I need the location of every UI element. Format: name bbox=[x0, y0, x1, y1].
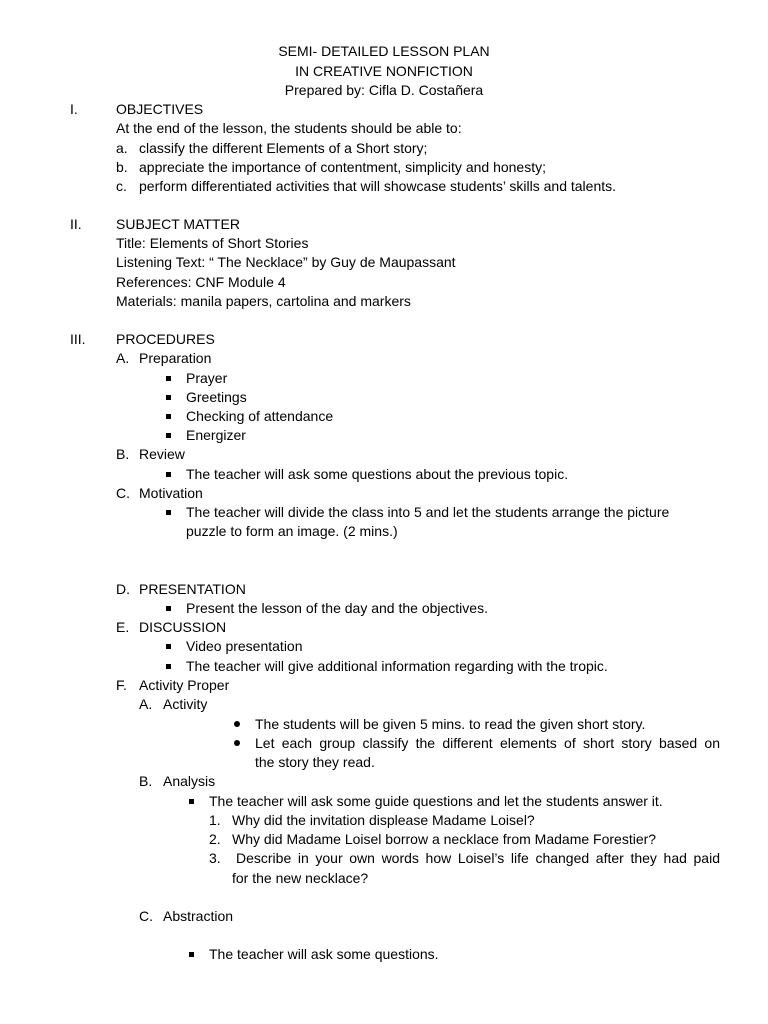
document-subtitle: IN CREATIVE NONFICTION bbox=[295, 63, 473, 79]
objectives-intro: At the end of the lesson, the students should be able to: bbox=[116, 120, 462, 136]
list-item: Checking of attendance bbox=[186, 408, 334, 424]
guide-question: Why did Madame Loisel borrow a necklace from Madame Forestier? bbox=[232, 831, 657, 847]
list-marker: b. bbox=[116, 159, 128, 175]
list-marker: a. bbox=[116, 140, 128, 156]
objective-item: perform differentiated activities that will showcase students’ skills and talents. bbox=[139, 178, 617, 194]
materials: Materials: manila papers, cartolina and markers bbox=[116, 293, 411, 309]
guide-question: Describe in your own words how Loisel’s life changed after they had paid bbox=[236, 850, 720, 866]
document-title: SEMI- DETAILED LESSON PLAN bbox=[278, 43, 490, 59]
procedures-heading: PROCEDURES bbox=[116, 331, 215, 347]
discussion-label: DISCUSSION bbox=[139, 619, 227, 635]
activity-label: Activity bbox=[163, 696, 208, 712]
list-marker: C. bbox=[116, 485, 130, 501]
list-item: Greetings bbox=[186, 389, 247, 405]
list-marker: A. bbox=[139, 696, 153, 712]
list-item: The teacher will ask some questions. bbox=[209, 946, 439, 962]
listening-text: Listening Text: “ The Necklace” by Guy de Maupassant bbox=[116, 254, 456, 270]
guide-question-continuation: for the new necklace? bbox=[232, 870, 369, 886]
objectives-heading: OBJECTIVES bbox=[116, 101, 204, 117]
section-numeral: III. bbox=[70, 331, 86, 347]
list-item: Present the lesson of the day and the objectives. bbox=[186, 600, 488, 616]
abstraction-label: Abstraction bbox=[163, 908, 234, 924]
list-item-continuation: the story they read. bbox=[255, 754, 375, 770]
list-marker: A. bbox=[116, 350, 130, 366]
list-item: Prayer bbox=[186, 370, 228, 386]
list-marker: c. bbox=[116, 178, 127, 194]
list-item: Video presentation bbox=[186, 638, 303, 654]
motivation-label: Motivation bbox=[139, 485, 203, 501]
list-item: The students will be given 5 mins. to read the given short story. bbox=[255, 716, 646, 732]
objective-item: classify the different Elements of a Short story; bbox=[139, 140, 428, 156]
analysis-label: Analysis bbox=[163, 773, 216, 789]
list-marker: F. bbox=[116, 677, 127, 693]
list-marker: C. bbox=[139, 908, 153, 924]
list-item-continuation: puzzle to form an image. (2 mins.) bbox=[186, 523, 398, 539]
list-marker: 1. bbox=[209, 812, 221, 828]
subject-matter-heading: SUBJECT MATTER bbox=[116, 216, 240, 232]
list-item: Let each group classify the different elements of short story based on bbox=[255, 735, 720, 751]
subject-title: Title: Elements of Short Stories bbox=[116, 235, 309, 251]
list-item: The teacher will divide the class into 5 and let the students arrange the picture bbox=[186, 504, 670, 520]
presentation-label: PRESENTATION bbox=[139, 581, 246, 597]
list-marker: D. bbox=[116, 581, 130, 597]
list-marker: 2. bbox=[209, 831, 221, 847]
guide-question: Why did the invitation displease Madame Loisel? bbox=[232, 812, 535, 828]
references: References: CNF Module 4 bbox=[116, 274, 286, 290]
list-item: The teacher will ask some questions about the previous topic. bbox=[186, 466, 569, 482]
objective-item: appreciate the importance of contentment, simplicity and honesty; bbox=[139, 159, 546, 175]
list-marker: E. bbox=[116, 619, 130, 635]
activity-proper-label: Activity Proper bbox=[139, 677, 230, 693]
list-item: Energizer bbox=[186, 427, 246, 443]
section-numeral: I. bbox=[70, 101, 78, 117]
preparation-label: Preparation bbox=[139, 350, 212, 366]
review-label: Review bbox=[139, 446, 185, 462]
list-marker: 3. bbox=[209, 850, 221, 866]
list-item: The teacher will give additional information regarding with the tropic. bbox=[186, 658, 608, 674]
prepared-by: Prepared by: Cifla D. Costañera bbox=[284, 82, 484, 98]
list-item: The teacher will ask some guide questions and let the students answer it. bbox=[209, 793, 663, 809]
list-marker: B. bbox=[116, 446, 130, 462]
list-marker: B. bbox=[139, 773, 153, 789]
section-numeral: II. bbox=[70, 216, 82, 232]
